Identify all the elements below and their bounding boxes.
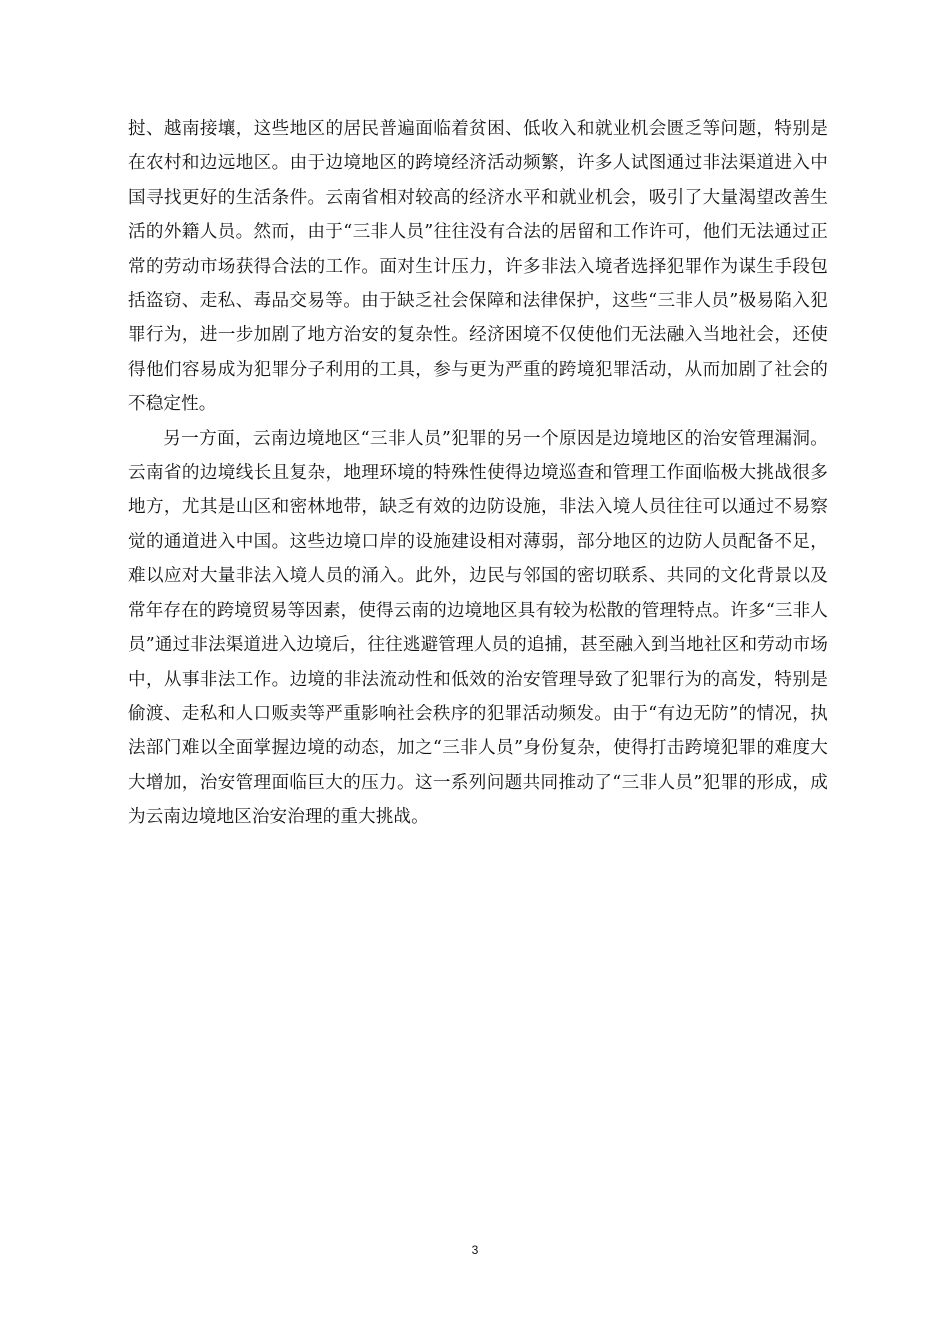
- body-text: [128, 112, 828, 835]
- paragraph-border-management: 另一方面，云南边境地区“三非人员”犯罪的另一个原因是边境地区的治安管理漏洞。云南省的边境线长且复杂，地理环境的特殊性使得边境巡查和管理工作面临极大挑战很多地方，尤其是山区和密林地带，缺乏有效的边防设施，非法入境人员往往可以通过不易察觉的通道进入中国。这些边境口岸的设施建设相对薄弱，部分地区的边防人员配备不足，难以应对大量非法入境人员的涌入。此外，边民与邻国的密切联系、共同的文化背景以及常年存在的跨境贸易等因素，使得云南的边境地区具有较为松散的管理特点。许多“三非人员”通过非法渠道进入边境后，往往逃避管理人员的追捕，甚至融入到当地社区和劳动市场中，从事非法工作。边境的非法流动性和低效的治安管理导致了犯罪行为的高发，特别是偷渡、走私和人口贩卖等严重影响社会秩序的犯罪活动频发。由于“有边无防”的情况，执法部门难以全面掌握边境的动态，加之“三非人员”身份复杂，使得打击跨境犯罪的难度大大增加，治安管理面临巨大的压力。这一系列问题共同推动了“三非人员”犯罪的形成，成为云南边境地区治安治理的重大挑战。: [128, 428, 828, 828]
- paragraph-continuation: 挝、越南接壤，这些地区的居民普遍面临着贫困、低收入和就业机会匮乏等问题，特别是在农村和边远地区。由于边境地区的跨境经济活动频繁，许多人试图通过非法渠道进入中国寻找更好的生活条件。云南省相对较高的经济水平和就业机会，吸引了大量渴望改善生活的外籍人员。然而，由于“三非人员”往往没有合法的居留和工作许可，他们无法通过正常的劳动市场获得合法的工作。面对生计压力，许多非法入境者选择犯罪作为谋生手段包括盗窃、走私、毒品交易等。由于缺乏社会保障和法律保护，这些“三非人员”极易陷入犯罪行为，进一步加剧了地方治安的复杂性。经济困境不仅使他们无法融入当地社会，还使得他们容易成为犯罪分子利用的工具，参与更为严重的跨境犯罪活动，从而加剧了社会的不稳定性。: [128, 119, 828, 415]
- page-number: 3: [471, 1243, 479, 1257]
